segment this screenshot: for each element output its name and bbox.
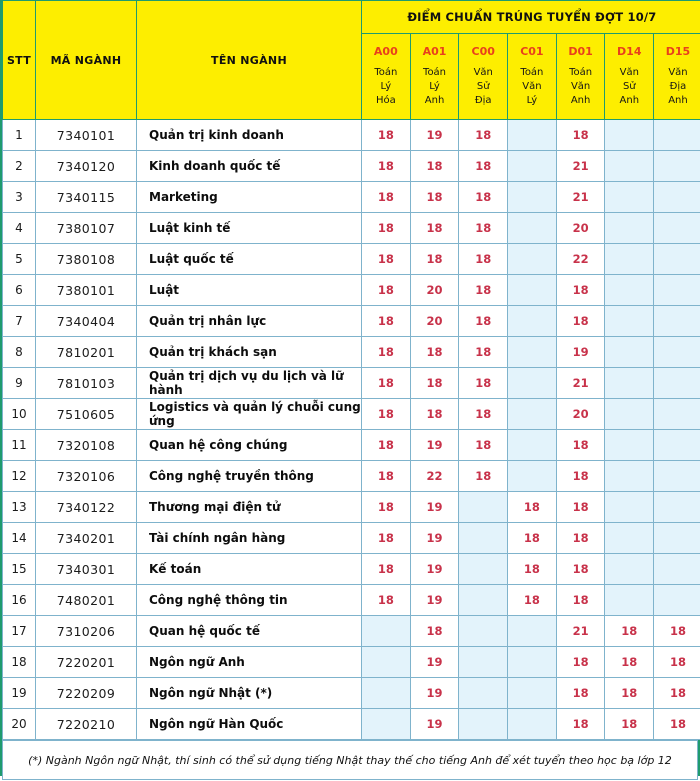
table-row — [3, 430, 700, 461]
row-score-a00: 18 — [362, 461, 411, 492]
row-ten-nganh: Quản trị kinh doanh — [137, 120, 362, 151]
header-banner-row — [3, 1, 700, 34]
row-score-a01: 19 — [410, 554, 459, 585]
table-row — [3, 709, 700, 740]
row-score-d14: 18 — [605, 678, 654, 709]
subject-code: D15 — [654, 38, 700, 61]
row-ma-nganh: 7340301 — [36, 554, 137, 585]
row-score-c01 — [508, 213, 557, 244]
row-score-d14 — [605, 213, 654, 244]
row-score-c00: 18 — [459, 461, 508, 492]
table-row — [3, 120, 700, 151]
subject-code: D01 — [557, 38, 605, 61]
row-score-a01: 18 — [410, 337, 459, 368]
header-score-banner: ĐIỂM CHUẨN TRÚNG TUYỂN ĐỢT 10/7 — [362, 1, 700, 34]
table-row — [3, 585, 700, 616]
row-stt: 13 — [3, 492, 36, 523]
row-score-c00 — [459, 523, 508, 554]
subject-list — [654, 61, 700, 108]
row-score-d01: 18 — [556, 678, 605, 709]
row-score-c00: 18 — [459, 399, 508, 430]
row-score-a01: 19 — [410, 647, 459, 678]
row-score-a00: 18 — [362, 430, 411, 461]
row-ten-nganh: Kế toán — [137, 554, 362, 585]
subject-s1: Toán — [557, 66, 605, 80]
row-score-a00: 18 — [362, 213, 411, 244]
row-score-c01 — [508, 244, 557, 275]
row-ma-nganh: 7810201 — [36, 337, 137, 368]
row-score-d14 — [605, 151, 654, 182]
row-stt: 14 — [3, 523, 36, 554]
subject-s1: Toán — [411, 66, 459, 80]
table-row — [3, 647, 700, 678]
row-score-d14: 18 — [605, 647, 654, 678]
row-ma-nganh: 7380107 — [36, 213, 137, 244]
row-score-d15 — [654, 213, 700, 244]
row-score-d15 — [654, 182, 700, 213]
row-score-c01 — [508, 306, 557, 337]
row-score-d14 — [605, 554, 654, 585]
row-score-d14: 18 — [605, 709, 654, 740]
row-ten-nganh: Quan hệ công chúng — [137, 430, 362, 461]
row-score-d01: 20 — [556, 213, 605, 244]
table-row — [3, 368, 700, 399]
subject-list — [557, 61, 605, 108]
table-row — [3, 213, 700, 244]
row-score-d14 — [605, 120, 654, 151]
subject-code: C00 — [459, 38, 507, 61]
row-score-d15 — [654, 492, 700, 523]
row-stt: 6 — [3, 275, 36, 306]
row-score-c01: 18 — [508, 585, 557, 616]
row-ten-nganh: Ngôn ngữ Anh — [137, 647, 362, 678]
row-score-c00: 18 — [459, 244, 508, 275]
row-score-a01: 18 — [410, 244, 459, 275]
row-stt: 9 — [3, 368, 36, 399]
row-score-d14 — [605, 244, 654, 275]
row-ma-nganh: 7320106 — [36, 461, 137, 492]
row-score-c01 — [508, 275, 557, 306]
subject-s2: Văn — [508, 80, 556, 94]
subject-s2: Văn — [557, 80, 605, 94]
row-score-d01: 21 — [556, 182, 605, 213]
row-score-c00: 18 — [459, 182, 508, 213]
row-score-c01 — [508, 709, 557, 740]
row-score-d14 — [605, 337, 654, 368]
subject-s1: Toán — [508, 66, 556, 80]
row-score-d14 — [605, 523, 654, 554]
row-ten-nganh: Ngôn ngữ Nhật (*) — [137, 678, 362, 709]
table-row — [3, 616, 700, 647]
row-score-d15: 18 — [654, 647, 700, 678]
row-score-d01: 18 — [556, 461, 605, 492]
row-score-d14 — [605, 368, 654, 399]
row-score-c00 — [459, 492, 508, 523]
row-score-d01: 18 — [556, 647, 605, 678]
row-score-c00 — [459, 616, 508, 647]
row-score-a00: 18 — [362, 523, 411, 554]
subject-s1: Văn — [605, 66, 653, 80]
row-score-c01 — [508, 647, 557, 678]
row-ten-nganh: Ngôn ngữ Hàn Quốc — [137, 709, 362, 740]
header-subject-c00 — [459, 34, 508, 120]
row-score-c00 — [459, 647, 508, 678]
row-score-a01: 20 — [410, 275, 459, 306]
table-row — [3, 244, 700, 275]
row-score-a00: 18 — [362, 399, 411, 430]
row-ma-nganh: 7340404 — [36, 306, 137, 337]
row-score-d15: 18 — [654, 709, 700, 740]
table-row — [3, 151, 700, 182]
row-score-c01 — [508, 368, 557, 399]
row-score-d14 — [605, 492, 654, 523]
row-score-d01: 21 — [556, 368, 605, 399]
subject-s3: Anh — [557, 94, 605, 108]
row-score-d15 — [654, 461, 700, 492]
row-stt: 5 — [3, 244, 36, 275]
row-score-c00 — [459, 709, 508, 740]
row-score-a00: 18 — [362, 492, 411, 523]
row-score-c00: 18 — [459, 368, 508, 399]
row-score-d14 — [605, 306, 654, 337]
row-score-a00: 18 — [362, 585, 411, 616]
header-subject-d01 — [556, 34, 605, 120]
row-score-a01: 22 — [410, 461, 459, 492]
subject-s3: Lý — [508, 94, 556, 108]
row-score-a00 — [362, 616, 411, 647]
subject-list — [459, 61, 507, 108]
row-score-c00: 18 — [459, 337, 508, 368]
row-stt: 8 — [3, 337, 36, 368]
row-score-a01: 19 — [410, 678, 459, 709]
row-stt: 18 — [3, 647, 36, 678]
subject-s2: Lý — [411, 80, 459, 94]
row-score-d01: 21 — [556, 616, 605, 647]
row-ten-nganh: Marketing — [137, 182, 362, 213]
subject-list — [508, 61, 556, 108]
row-ten-nganh: Luật — [137, 275, 362, 306]
row-ten-nganh: Quản trị nhân lực — [137, 306, 362, 337]
row-score-d15 — [654, 554, 700, 585]
table-row — [3, 182, 700, 213]
row-ten-nganh: Công nghệ thông tin — [137, 585, 362, 616]
row-ten-nganh: Thương mại điện tử — [137, 492, 362, 523]
row-score-c01 — [508, 337, 557, 368]
row-ten-nganh: Tài chính ngân hàng — [137, 523, 362, 554]
subject-s3: Anh — [411, 94, 459, 108]
table-row — [3, 461, 700, 492]
row-score-c00: 18 — [459, 120, 508, 151]
row-score-d01: 18 — [556, 709, 605, 740]
subject-list — [362, 61, 410, 108]
row-score-d15: 18 — [654, 616, 700, 647]
subject-code: D14 — [605, 38, 653, 61]
header-stt: STT — [3, 1, 36, 120]
row-stt: 20 — [3, 709, 36, 740]
row-score-d01: 18 — [556, 275, 605, 306]
row-ten-nganh: Công nghệ truyền thông — [137, 461, 362, 492]
row-ten-nganh: Kinh doanh quốc tế — [137, 151, 362, 182]
row-score-c01 — [508, 120, 557, 151]
row-ten-nganh: Luật kinh tế — [137, 213, 362, 244]
subject-code: C01 — [508, 38, 556, 61]
row-score-a00: 18 — [362, 151, 411, 182]
subject-s1: Toán — [362, 66, 410, 80]
row-score-c01 — [508, 399, 557, 430]
row-score-c01: 18 — [508, 554, 557, 585]
row-stt: 17 — [3, 616, 36, 647]
row-score-c00: 18 — [459, 430, 508, 461]
row-ten-nganh: Quản trị dịch vụ du lịch và lữ hành — [137, 368, 362, 399]
row-score-d01: 18 — [556, 120, 605, 151]
row-score-d01: 18 — [556, 523, 605, 554]
row-ma-nganh: 7480201 — [36, 585, 137, 616]
row-stt: 3 — [3, 182, 36, 213]
row-score-d15 — [654, 151, 700, 182]
row-ma-nganh: 7380101 — [36, 275, 137, 306]
row-score-a01: 19 — [410, 492, 459, 523]
row-ten-nganh: Luật quốc tế — [137, 244, 362, 275]
header-ma-nganh: MÃ NGÀNH — [36, 1, 137, 120]
subject-s3: Hóa — [362, 94, 410, 108]
row-ma-nganh: 7510605 — [36, 399, 137, 430]
row-score-d14 — [605, 430, 654, 461]
row-score-d01: 18 — [556, 492, 605, 523]
row-stt: 11 — [3, 430, 36, 461]
row-stt: 12 — [3, 461, 36, 492]
row-ma-nganh: 7320108 — [36, 430, 137, 461]
subject-s3: Anh — [605, 94, 653, 108]
row-score-a01: 19 — [410, 585, 459, 616]
row-score-a01: 19 — [410, 709, 459, 740]
row-score-a01: 18 — [410, 368, 459, 399]
row-score-a00: 18 — [362, 182, 411, 213]
row-ma-nganh: 7340115 — [36, 182, 137, 213]
row-score-d01: 21 — [556, 151, 605, 182]
row-score-c01 — [508, 461, 557, 492]
row-score-c01 — [508, 151, 557, 182]
row-stt: 4 — [3, 213, 36, 244]
row-stt: 15 — [3, 554, 36, 585]
row-ten-nganh: Quan hệ quốc tế — [137, 616, 362, 647]
row-score-c01: 18 — [508, 492, 557, 523]
row-score-a01: 18 — [410, 151, 459, 182]
row-score-a01: 18 — [410, 182, 459, 213]
table-row — [3, 337, 700, 368]
row-score-a00 — [362, 709, 411, 740]
row-score-a01: 20 — [410, 306, 459, 337]
row-score-a00: 18 — [362, 368, 411, 399]
row-score-c00: 18 — [459, 306, 508, 337]
row-score-a01: 19 — [410, 523, 459, 554]
row-score-d15 — [654, 585, 700, 616]
row-score-a01: 19 — [410, 120, 459, 151]
row-stt: 7 — [3, 306, 36, 337]
subject-s1: Văn — [459, 66, 507, 80]
row-score-c00 — [459, 678, 508, 709]
row-score-d01: 20 — [556, 399, 605, 430]
row-score-c01 — [508, 678, 557, 709]
row-score-c00: 18 — [459, 213, 508, 244]
row-ma-nganh: 7220201 — [36, 647, 137, 678]
table-header — [3, 1, 700, 120]
row-score-c00: 18 — [459, 151, 508, 182]
row-stt: 2 — [3, 151, 36, 182]
row-score-a01: 18 — [410, 399, 459, 430]
row-score-d14 — [605, 585, 654, 616]
row-stt: 1 — [3, 120, 36, 151]
row-score-d15 — [654, 368, 700, 399]
subject-s2: Lý — [362, 80, 410, 94]
row-score-a00 — [362, 678, 411, 709]
header-subject-d15 — [654, 34, 700, 120]
row-stt: 19 — [3, 678, 36, 709]
row-score-d15 — [654, 523, 700, 554]
header-subject-a00 — [362, 34, 411, 120]
row-score-a00: 18 — [362, 120, 411, 151]
row-stt: 16 — [3, 585, 36, 616]
row-ma-nganh: 7340122 — [36, 492, 137, 523]
row-ma-nganh: 7220210 — [36, 709, 137, 740]
row-score-d14 — [605, 399, 654, 430]
row-score-c00 — [459, 554, 508, 585]
row-score-d01: 18 — [556, 554, 605, 585]
row-score-d15: 18 — [654, 678, 700, 709]
header-subject-d14 — [605, 34, 654, 120]
row-score-d01: 18 — [556, 306, 605, 337]
row-score-c00: 18 — [459, 275, 508, 306]
row-score-c01 — [508, 430, 557, 461]
subject-s2: Sử — [459, 80, 507, 94]
table-row — [3, 275, 700, 306]
row-ma-nganh: 7310206 — [36, 616, 137, 647]
row-score-a00: 18 — [362, 244, 411, 275]
row-ma-nganh: 7340120 — [36, 151, 137, 182]
table-row — [3, 523, 700, 554]
subject-s3: Địa — [459, 94, 507, 108]
row-score-d15 — [654, 244, 700, 275]
row-ma-nganh: 7810103 — [36, 368, 137, 399]
row-score-d15 — [654, 430, 700, 461]
table-footnote: (*) Ngành Ngôn ngữ Nhật, thí sinh có thể sử dụng tiếng Nhật thay thế cho tiếng Anh để xét tuyển theo học bạ lớp 12 — [2, 740, 698, 780]
table-row — [3, 678, 700, 709]
row-score-d15 — [654, 120, 700, 151]
row-ten-nganh: Logistics và quản lý chuỗi cung ứng — [137, 399, 362, 430]
row-score-d15 — [654, 399, 700, 430]
header-subject-a01 — [410, 34, 459, 120]
table-row — [3, 306, 700, 337]
row-ma-nganh: 7220209 — [36, 678, 137, 709]
row-score-a00: 18 — [362, 306, 411, 337]
header-ten-nganh: TÊN NGÀNH — [137, 1, 362, 120]
subject-list — [411, 61, 459, 108]
subject-s2: Sử — [605, 80, 653, 94]
row-score-d01: 22 — [556, 244, 605, 275]
row-score-d01: 18 — [556, 585, 605, 616]
row-score-a00: 18 — [362, 554, 411, 585]
row-score-d14: 18 — [605, 616, 654, 647]
table-row — [3, 554, 700, 585]
row-ma-nganh: 7380108 — [36, 244, 137, 275]
row-score-d15 — [654, 275, 700, 306]
row-score-a00: 18 — [362, 275, 411, 306]
admission-score-table — [2, 0, 700, 740]
row-stt: 10 — [3, 399, 36, 430]
row-score-d14 — [605, 461, 654, 492]
header-subject-c01 — [508, 34, 557, 120]
row-score-c01: 18 — [508, 523, 557, 554]
row-score-d15 — [654, 337, 700, 368]
subject-code: A01 — [411, 38, 459, 61]
row-score-a01: 18 — [410, 213, 459, 244]
row-ma-nganh: 7340201 — [36, 523, 137, 554]
row-score-c01 — [508, 616, 557, 647]
row-score-d01: 19 — [556, 337, 605, 368]
table-row — [3, 492, 700, 523]
row-score-a00: 18 — [362, 337, 411, 368]
row-score-a00 — [362, 647, 411, 678]
subject-code: A00 — [362, 38, 410, 61]
row-ma-nganh: 7340101 — [36, 120, 137, 151]
row-ten-nganh: Quản trị khách sạn — [137, 337, 362, 368]
table-body — [3, 120, 700, 740]
subject-s3: Anh — [654, 94, 700, 108]
subject-s1: Văn — [654, 66, 700, 80]
row-score-a01: 19 — [410, 430, 459, 461]
row-score-a01: 18 — [410, 616, 459, 647]
subject-list — [605, 61, 653, 108]
row-score-d15 — [654, 306, 700, 337]
table-row — [3, 399, 700, 430]
subject-s2: Địa — [654, 80, 700, 94]
row-score-d01: 18 — [556, 430, 605, 461]
row-score-d14 — [605, 182, 654, 213]
row-score-c01 — [508, 182, 557, 213]
row-score-c00 — [459, 585, 508, 616]
row-score-d14 — [605, 275, 654, 306]
